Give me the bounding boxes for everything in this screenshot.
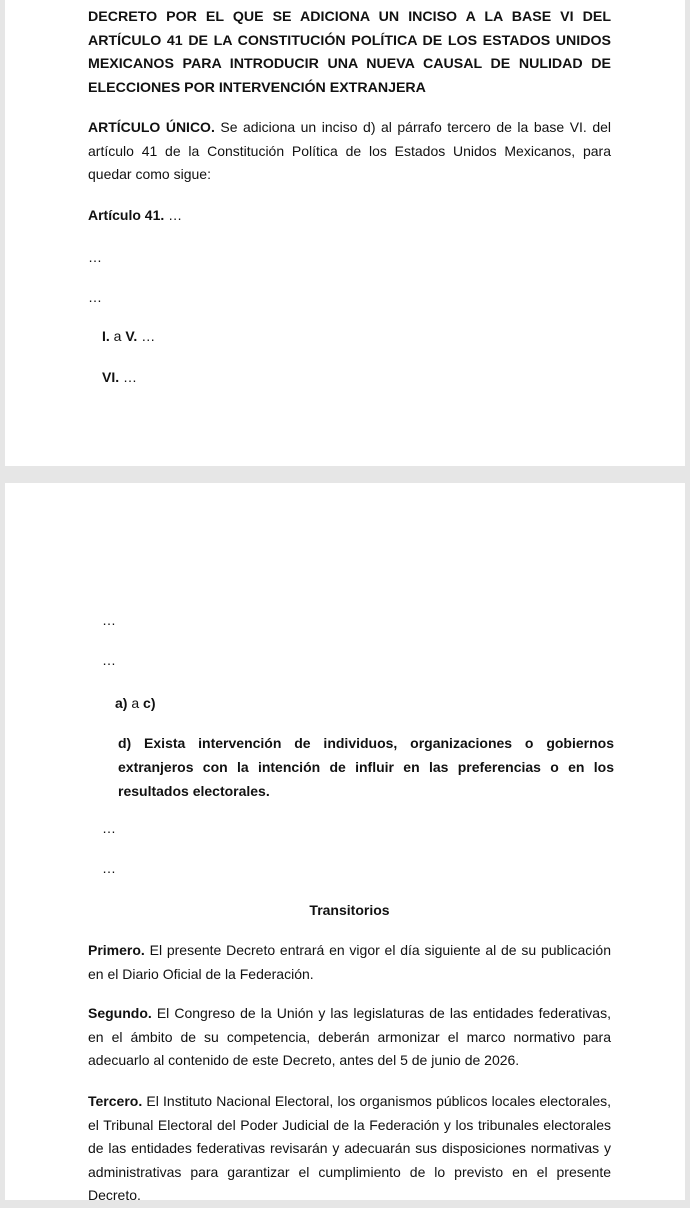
articulo-unico-label: ARTÍCULO ÚNICO. [88, 119, 215, 135]
articulo-unico-text: Se adiciona un inciso d) al párrafo tercero de la base VI. del artículo 41 de la Constitución Política de los Estados Unidos Mexicanos, para quedar como sigue: [88, 119, 612, 182]
ellipsis-line: … [102, 612, 116, 628]
fraccion-vi [102, 366, 137, 390]
articulo-41-label: Artículo 41. [88, 207, 165, 223]
fracciones-i-v [102, 325, 155, 349]
segundo-paragraph [88, 1002, 611, 1073]
articulo-41-heading [88, 204, 182, 228]
document-page-2 [5, 483, 685, 1203]
fraccion-vi-label: VI. [102, 369, 120, 385]
primero-text: El presente Decreto entrará en vigor el día siguiente al de su publicación en el Diario Oficial de la Federación. [88, 942, 611, 982]
inciso-d: d) Exista intervención de individuos, organizaciones o gobiernos extranjeros con la intención de influir en las preferencias o en los resultados electorales. [118, 735, 614, 799]
fraccion-v-label: V. [125, 328, 138, 344]
articulo-unico-paragraph [88, 116, 611, 187]
incisos-a-c [115, 692, 155, 716]
fraccion-i-label: I. [102, 328, 110, 344]
primero-label: Primero. [88, 942, 145, 958]
articulo-41-rest: … [164, 207, 183, 223]
fraccion-connector: a [109, 328, 126, 344]
segundo-text: El Congreso de la Unión y las legislaturas de las entidades federativas, en el ámbito de su competencia, deberán armonizar el marco normativo para adecuarlo al contenido de este Decreto, antes del 5 de junio de 2026. [88, 1005, 611, 1068]
ellipsis-line: … [102, 652, 116, 668]
decree-title: DECRETO POR EL QUE SE ADICIONA UN INCISO A LA BASE VI DEL ARTÍCULO 41 DE LA CONSTITUCIÓN POLÍTICA DE LOS ESTADOS UNIDOS MEXICANOS PARA INTRODUCIR UNA NUEVA CAUSAL DE NULIDAD DE ELECCIONES POR INTERVENCIÓN EXTRANJERA [88, 9, 611, 96]
document-page-1 [5, 0, 685, 466]
tercero-text: El Instituto Nacional Electoral, los organismos públicos locales electorales, el Tribunal Electoral del Poder Judicial de la Federación y los tribunales electorales de las entidades federativas revisarán y adecuarán sus disposiciones normativas y administrativas para garantizar el cumplimiento de lo previsto en el presente Decreto. [88, 1093, 611, 1203]
ellipsis-line: … [88, 289, 102, 305]
inciso-c-label: c) [143, 695, 156, 711]
segundo-label: Segundo. [88, 1005, 152, 1021]
ellipsis-line: … [102, 860, 116, 876]
fraccion-i-v-rest: … [137, 328, 156, 344]
ellipsis-line: … [102, 820, 116, 836]
inciso-connector: a [127, 695, 144, 711]
primero-paragraph [88, 939, 611, 986]
tercero-paragraph [88, 1090, 611, 1208]
tercero-label: Tercero. [88, 1093, 143, 1109]
transitorios-heading: Transitorios [309, 902, 390, 918]
ellipsis-line: … [88, 249, 102, 265]
fraccion-vi-rest: … [119, 369, 138, 385]
inciso-a-label: a) [115, 695, 128, 711]
